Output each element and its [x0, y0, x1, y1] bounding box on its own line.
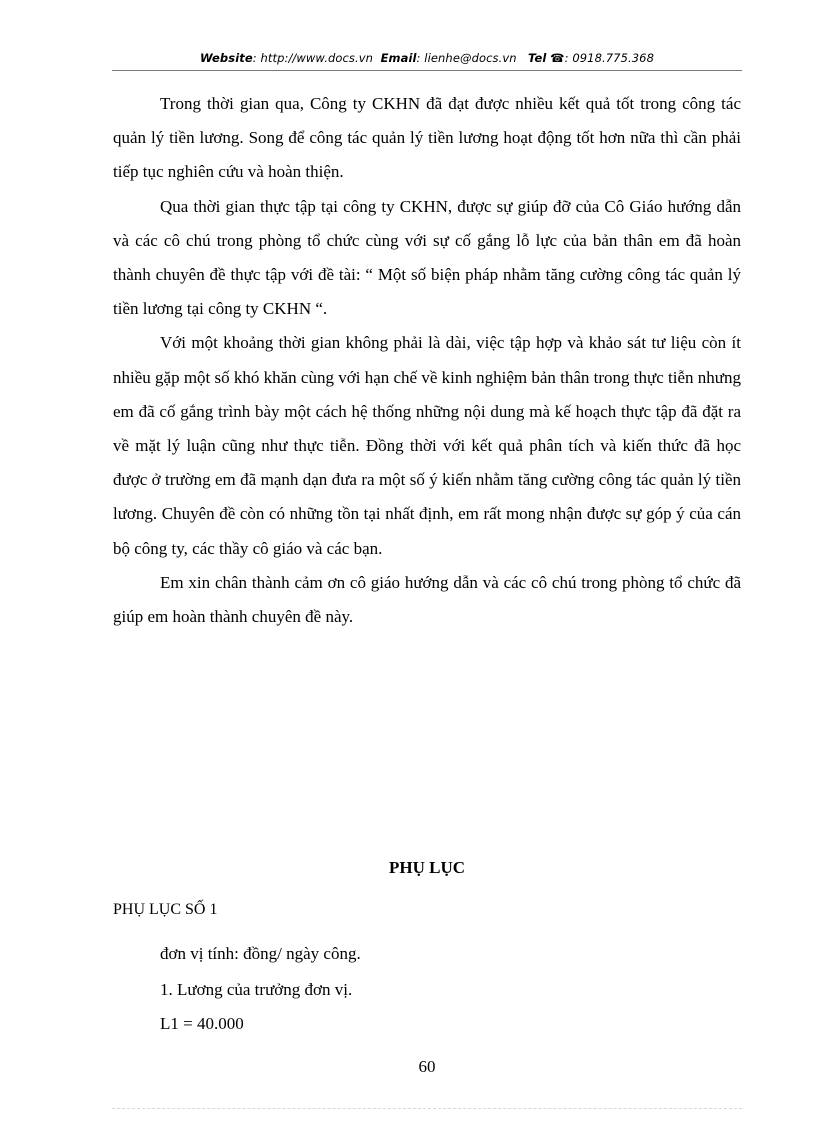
page-number: 60: [418, 1057, 436, 1076]
document-body: [113, 87, 741, 634]
phone-icon: ☎: [550, 51, 565, 65]
tel-label: Tel: [527, 51, 547, 65]
footer-divider: [112, 1108, 742, 1109]
website-label: Website: [199, 51, 253, 65]
email-value: : lienhe@docs.vn: [416, 51, 517, 65]
formula: L1 = 40.000: [160, 1014, 244, 1033]
list-item: 1. Lương của trưởng đơn vị.: [160, 980, 353, 999]
tel-value: : 0918.775.368: [564, 51, 655, 65]
website-value: : http://www.docs.vn: [252, 51, 374, 65]
paragraph: Em xin chân thành cảm ơn cô giáo hướng dẫn và các cô chú trong phòng tổ chức đã giúp em hoàn thành chuyên đề này.: [113, 572, 741, 627]
paragraph: Trong thời gian qua, Công ty CKHN đã đạt được nhiều kết quả tốt trong công tác quản lý tiền lương. Song để công tác quản lý tiền lương hoạt động tốt hơn nữa thì cần phải tiếp tục nghiên cứu và hoàn thiện.: [113, 94, 741, 182]
header-divider: [112, 70, 742, 71]
appendix-label: PHỤ LỤC SỐ 1: [113, 901, 218, 918]
paragraph: Với một khoảng thời gian không phải là dài, việc tập hợp và khảo sát tư liệu còn ít nhiều gặp một số khó khăn cùng với hạn chế về kinh nghiệm bản thân trong thực tiễn nhưng em đã cố gắng trình bày một cách hệ thống những nội dung mà kế hoạch thực tập đã đặt ra về mặt lý luận cũng như thực tiễn. Đồng thời với kết quả phân tích và kiến thức đã học được ở trường em đã mạnh dạn đưa ra một số ý kiến nhằm tăng cường công tác quản lý tiền lương. Chuyên đề còn có những tồn tại nhất định, em rất mong nhận được sự góp ý của cán bộ công ty, các thầy cô giáo và các bạn.: [113, 333, 741, 558]
email-label: Email: [380, 51, 417, 65]
appendix-heading: PHỤ LỤC: [388, 858, 466, 877]
page-header: [112, 51, 742, 65]
unit-note: đơn vị tính: đồng/ ngày công.: [160, 944, 361, 963]
paragraph: Qua thời gian thực tập tại công ty CKHN, được sự giúp đỡ của Cô Giáo hướng dẫn và các cô chú trong phòng tổ chức cùng với sự cố gắng lỗ lực của bản thân em đã hoàn thành chuyên đề thực tập với đề tài: “ Một số biện pháp nhằm tăng cường công tác quản lý tiền lương tại công ty CKHN “.: [113, 196, 741, 319]
